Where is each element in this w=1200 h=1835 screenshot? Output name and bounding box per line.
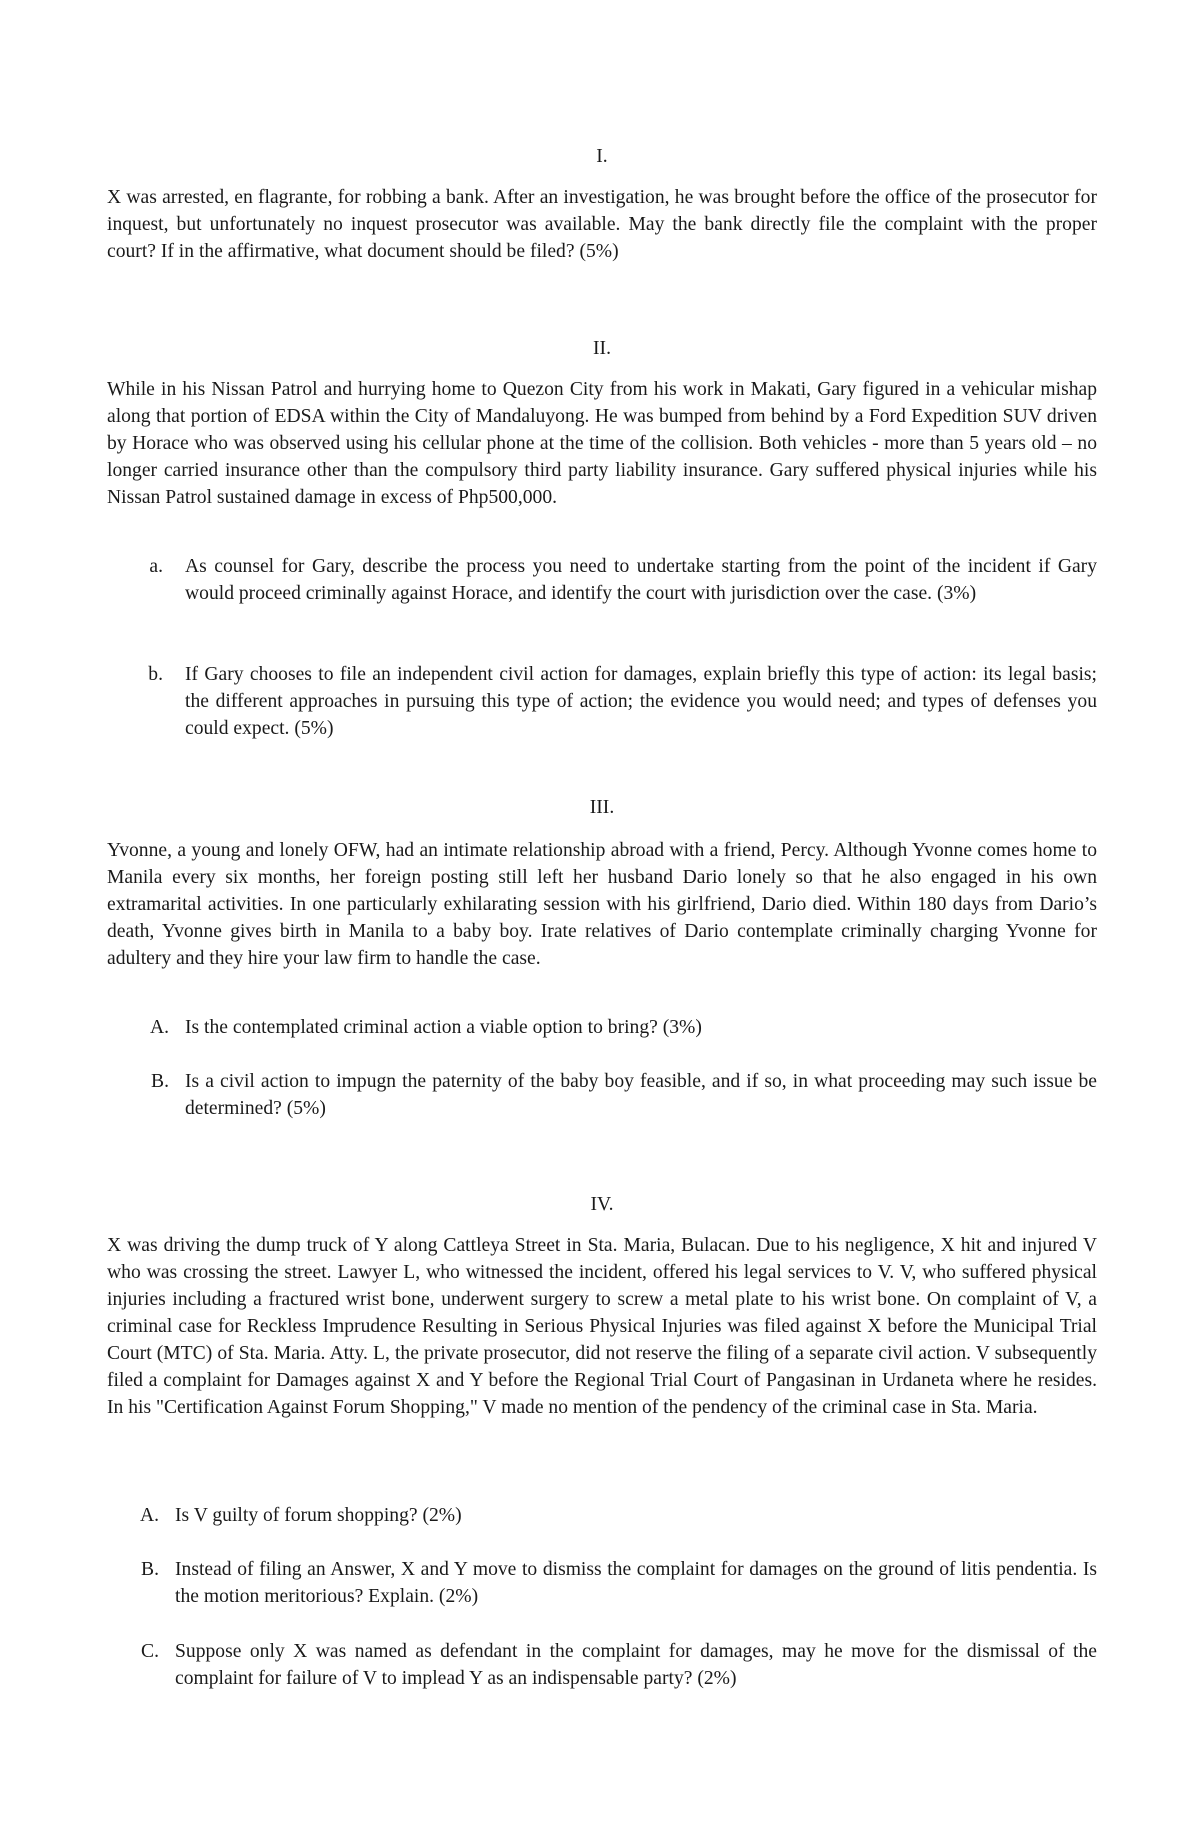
sub-question-marker: B. bbox=[141, 1559, 159, 1580]
sub-question-marker: C. bbox=[141, 1641, 159, 1662]
sub-question-text: If Gary chooses to file an independent civil action for damages, explain briefly this type of action: its legal basis; the different approaches in pursuing this type of action; the evidence you would need; and types of defenses you could expect. (5%) bbox=[185, 664, 1097, 739]
sub-question-marker: A. bbox=[149, 1017, 169, 1038]
sub-question-marker: a. bbox=[149, 556, 163, 577]
sub-question-marker: B. bbox=[151, 1071, 169, 1092]
section-body: X was arrested, en flagrante, for robbing a bank. After an investigation, he was brought before the office of the prosecutor for inquest, but unfortunately no inquest prosecutor was available. May the bank directly file the complaint with the proper court? If in the affirmative, what document should be filed? (5%) bbox=[107, 187, 1097, 262]
sub-question-marker: b. bbox=[148, 664, 163, 685]
section-numeral: IV. bbox=[590, 1194, 614, 1215]
sub-question-text: Is V guilty of forum shopping? (2%) bbox=[175, 1505, 462, 1526]
section-numeral: III. bbox=[589, 797, 615, 818]
sub-question-text: Suppose only X was named as defendant in the complaint for damages, may he move for the dismissal of the complaint for failure of V to implead Y as an indispensable party? (2%) bbox=[175, 1641, 1097, 1689]
section-numeral: I. bbox=[596, 146, 608, 167]
section-body: While in his Nissan Patrol and hurrying home to Quezon City from his work in Makati, Gary figured in a vehicular mishap along that portion of EDSA within the City of Mandaluyong. He was bumped from behind by a Ford Expedition SUV driven by Horace who was observed using his cellular phone at the time of the collision. Both vehicles - more than 5 years old – no longer carried insurance other than the compulsory third party liability insurance. Gary suffered physical injuries while his Nissan Patrol sustained damage in excess of Php500,000. bbox=[107, 379, 1097, 508]
sub-question-marker: A. bbox=[139, 1505, 159, 1526]
sub-question-text: Is a civil action to impugn the paternity of the baby boy feasible, and if so, in what proceeding may such issue be determined? (5%) bbox=[185, 1071, 1097, 1119]
section-body: X was driving the dump truck of Y along Cattleya Street in Sta. Maria, Bulacan. Due to his negligence, X hit and injured V who was crossing the street. Lawyer L, who witnessed the incident, offered his legal services to V. V, who suffered physical injuries including a fractured wrist bone, underwent surgery to screw a metal plate to his wrist bone. On complaint of V, a criminal case for Reckless Imprudence Resulting in Serious Physical Injuries was filed against X before the Municipal Trial Court (MTC) of Sta. Maria. Atty. L, the private prosecutor, did not reserve the filing of a separate civil action. V subsequently filed a complaint for Damages against X and Y before the Regional Trial Court of Pangasinan in Urdaneta where he resides. In his "Certification Against Forum Shopping," V made no mention of the pendency of the criminal case in Sta. Maria. bbox=[107, 1235, 1097, 1418]
section-numeral: II. bbox=[593, 338, 611, 359]
section-body: Yvonne, a young and lonely OFW, had an intimate relationship abroad with a friend, Percy. Although Yvonne comes home to Manila every six months, her foreign posting still left her husband Dario lonely so that he also engaged in his own extramarital activities. In one particularly exhilarating session with his girlfriend, Dario died. Within 180 days from Dario’s death, Yvonne gives birth in Manila to a baby boy. Irate relatives of Dario contemplate criminally charging Yvonne for adultery and they hire your law firm to handle the case. bbox=[107, 840, 1097, 969]
sub-question-text: As counsel for Gary, describe the process you need to undertake starting from the point of the incident if Gary would proceed criminally against Horace, and identify the court with jurisdiction over the case. (3%) bbox=[185, 556, 1097, 604]
sub-question-text: Is the contemplated criminal action a viable option to bring? (3%) bbox=[185, 1017, 702, 1038]
sub-question-text: Instead of filing an Answer, X and Y move to dismiss the complaint for damages on the ground of litis pendentia. Is the motion meritorious? Explain. (2%) bbox=[175, 1559, 1097, 1607]
